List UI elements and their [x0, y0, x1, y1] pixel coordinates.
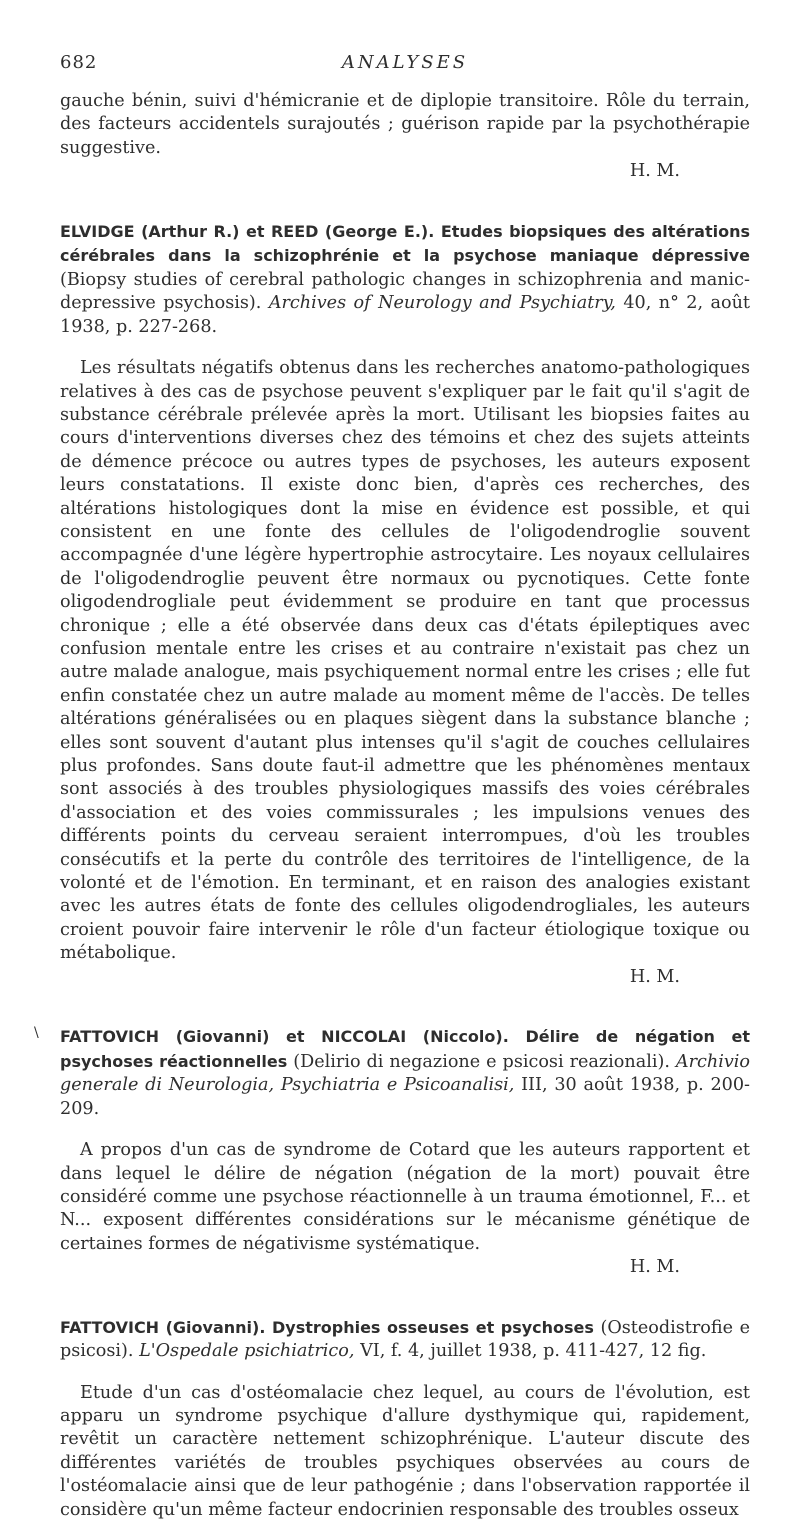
review-body: gauche bénin, suivi d'hémicranie et de diplopie transitoire. Rôle du terrain, des facteurs accidentels surajoutés ; guérison rapide par la psychothérapie suggestive. [60, 91, 750, 158]
entry-heading [60, 220, 750, 340]
review-continuation [60, 90, 750, 184]
entry-title: Dystrophies osseuses et psychoses [271, 1317, 594, 1337]
review-body: Les résultats négatifs obtenus dans les recherches anatomo-pathologiques relatives à des cas de psychose peuvent s'expliquer par le fait qu'il s'agit de substance cérébrale prélevée après la mort. Utilisant les biopsies faites au cours d'interventions diverses chez des témoins et chez des sujets atteints de démence précoce ou autres types de psychoses, les auteurs exposent leurs constatations. Il existe donc bien, d'après ces recherches, des altérations histologiques dont la mise en évidence est possible, et qui consistent en une fonte des cellules de l'oligodendroglie souvent accompagnée d'une légère hypertrophie astrocytaire. Les noyaux cellulaires de l'oligodendroglie peuvent être normaux ou pycnotiques. Cette fonte oligodendrogliale peut évidemment se produire en tant que processus chronique ; elle a été observée dans deux cas d'états épileptiques avec confusion mentale entre les crises et au contraire n'existait pas chez un autre malade analogue, mais psychiquement normal entre les crises ; elle fut enfin constatée chez un autre malade au moment même de l'accès. De telles altérations généralisées ou en plaques siègent dans la substance blanche ; elles sont souvent d'autant plus intenses qu'il s'agit de couches cellulaires plus profondes. Sans doute faut-il admettre que les phénomènes mentaux sont associés à des troubles physiologiques massifs des voies cérébrales d'association et des voies commissurales ; les impulsions venues des différents points du cerveau seraient interrompues, d'où les troubles consécutifs et la perte du contrôle des territoires de l'intelligence, de la volonté et de l'émotion. En terminant, et en raison des analogies existant avec les autres états de fonte des cellules oligodendrogliales, les auteurs croient pouvoir faire intervenir le rôle d'un facteur étiologique toxique ou métabolique. [60, 358, 750, 964]
review-body: A propos d'un cas de syndrome de Cotard que les auteurs rapportent et dans lequel le délire de négation (négation de la mort) pouvait être considéré comme une psychose réactionnelle à un trauma émotionnel, F... et N... exposent différentes considérations sur le mécanisme génétique de certaines formes de négativisme systématique. [60, 1140, 750, 1254]
entry-journal: Archivio generale di Neurologia, Psychiatria e Psicoanalisi, [60, 1051, 751, 1096]
review-entry-elvidge [60, 220, 750, 989]
review-body: Etude d'un cas d'ostéomalacie chez lequel, au cours de l'évolution, est apparu un syndrome psychique d'allure dysthymique qui, rapidement, revêtit un caractère nettement schizophrénique. L'auteur discute des différentes variétés de troubles psychiques observées au cours de l'ostéomalacie ainsi que de leur pathogénie ; dans l'observation rapportée il considère qu'un même facteur endocrinien responsable des troubles osseux [60, 1382, 750, 1520]
entry-original-title: (Osteodistrofie e psicosi). [60, 1317, 750, 1362]
entry-journal: Archives of Neurology and Psychiatry, [268, 293, 616, 314]
entry-authors: ELVIDGE (Arthur R.) et REED (George E.). [60, 221, 435, 241]
entry-authors: FATTOVICH (Giovanni) et NICCOLAI (Niccolo). [60, 1027, 509, 1047]
entry-journal: L'Ospedale psichiatrico, [139, 1341, 355, 1362]
running-head: ANALYSES [341, 52, 469, 73]
entry-heading [60, 1316, 750, 1364]
review-entry-fattovich-niccolai [34, 1025, 751, 1279]
entry-title: Etudes biopsiques des altérations cérébrales dans la schizophrénie et la psychose maniaque dépressive [60, 221, 751, 266]
entry-original-title: (Biopsy studies of cerebral pathologic changes in schizophrenia and manic-depressive psychosis). [60, 269, 750, 314]
entry-heading [60, 1025, 750, 1121]
page-header [60, 42, 750, 72]
page [34, 42, 751, 1522]
page-number: 682 [60, 52, 98, 73]
reviewer-signature: H. M. [629, 966, 680, 987]
reviewer-signature: H. M. [629, 161, 680, 182]
entry-title: Délire de négation et psychoses réactionnelles [60, 1027, 750, 1071]
entry-original-title: (Delirio di negazione e psicosi reazionali). [293, 1051, 670, 1072]
reviewer-signature: H. M. [629, 1257, 680, 1278]
entry-authors: FATTOVICH (Giovanni). [60, 1317, 266, 1337]
entry-citation: VI, f. 4, juillet 1938, p. 411-427, 12 fig. [360, 1341, 707, 1362]
entry-citation: 40, n° 2, août 1938, p. 227-268. [60, 293, 751, 337]
entry-citation: III, 30 août 1938, p. 200-209. [60, 1075, 750, 1119]
margin-mark: \ [34, 1025, 39, 1042]
review-entry-fattovich [60, 1316, 750, 1522]
